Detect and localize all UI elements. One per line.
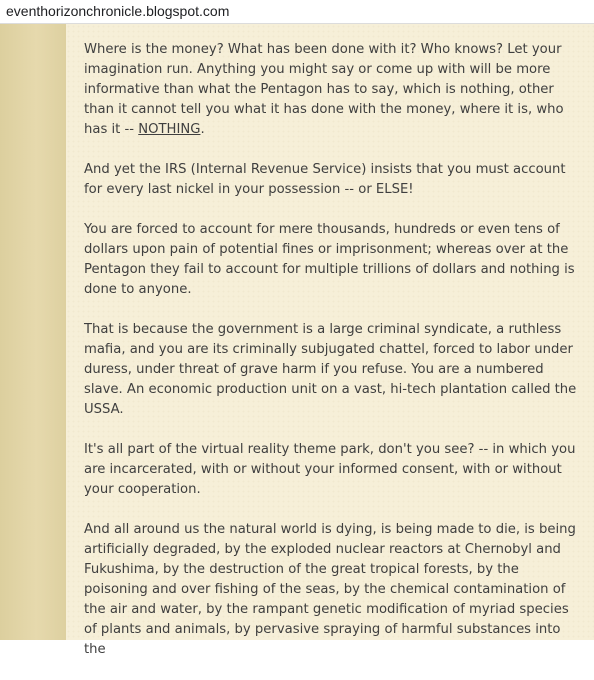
nothing-emphasis: NOTHING (138, 122, 201, 137)
paragraph-3: You are forced to account for mere thousands, hundreds or even tens of dollars upon pain of potential fines or imprisonment; whereas over at the Pentagon they fail to account for multiple trillions of dollars and nothing is done to anyone. (84, 222, 575, 297)
paragraph-2: And yet the IRS (Internal Revenue Service) insists that you must account for every last nickel in your possession -- or ELSE! (84, 162, 566, 197)
paragraph-5: It's all part of the virtual reality theme park, don't you see? -- in which you are incarcerated, with or without your informed consent, with or without your cooperation. (84, 442, 576, 497)
paragraph-1-text: Where is the money? What has been done with it? Who knows? Let your imagination run. Anything you might say or come up with will be more informative than what the Pentagon has to say, which is nothing, other than it cannot tell you what it has done with the money, where it is, who has it -- (84, 42, 564, 137)
url-text[interactable]: eventhorizonchronicle.blogspot.com (6, 3, 230, 19)
blog-post-body (84, 40, 584, 680)
paragraph-1-tail: . (200, 122, 205, 137)
paragraph-6: And all around us the natural world is dying, is being made to die, is being artificially degraded, by the exploded nuclear reactors at Chernobyl and Fukushima, by the destruction of the great tropical forests, by the poisoning and over fishing of the seas, by the chemical contamination of the air and water, by the rampant genetic modification of myriad species of plants and animals, by pervasive spraying of harmful substances into the (84, 522, 576, 657)
left-sidebar-strip (0, 24, 66, 640)
paragraph-1 (84, 40, 584, 140)
address-bar[interactable] (0, 0, 594, 24)
paragraph-4: That is because the government is a large criminal syndicate, a ruthless mafia, and you are its criminally subjugated chattel, forced to labor under duress, under threat of grave harm if you refuse. You are a numbered slave. An economic production unit on a vast, hi-tech plantation called the USSA. (84, 322, 577, 417)
